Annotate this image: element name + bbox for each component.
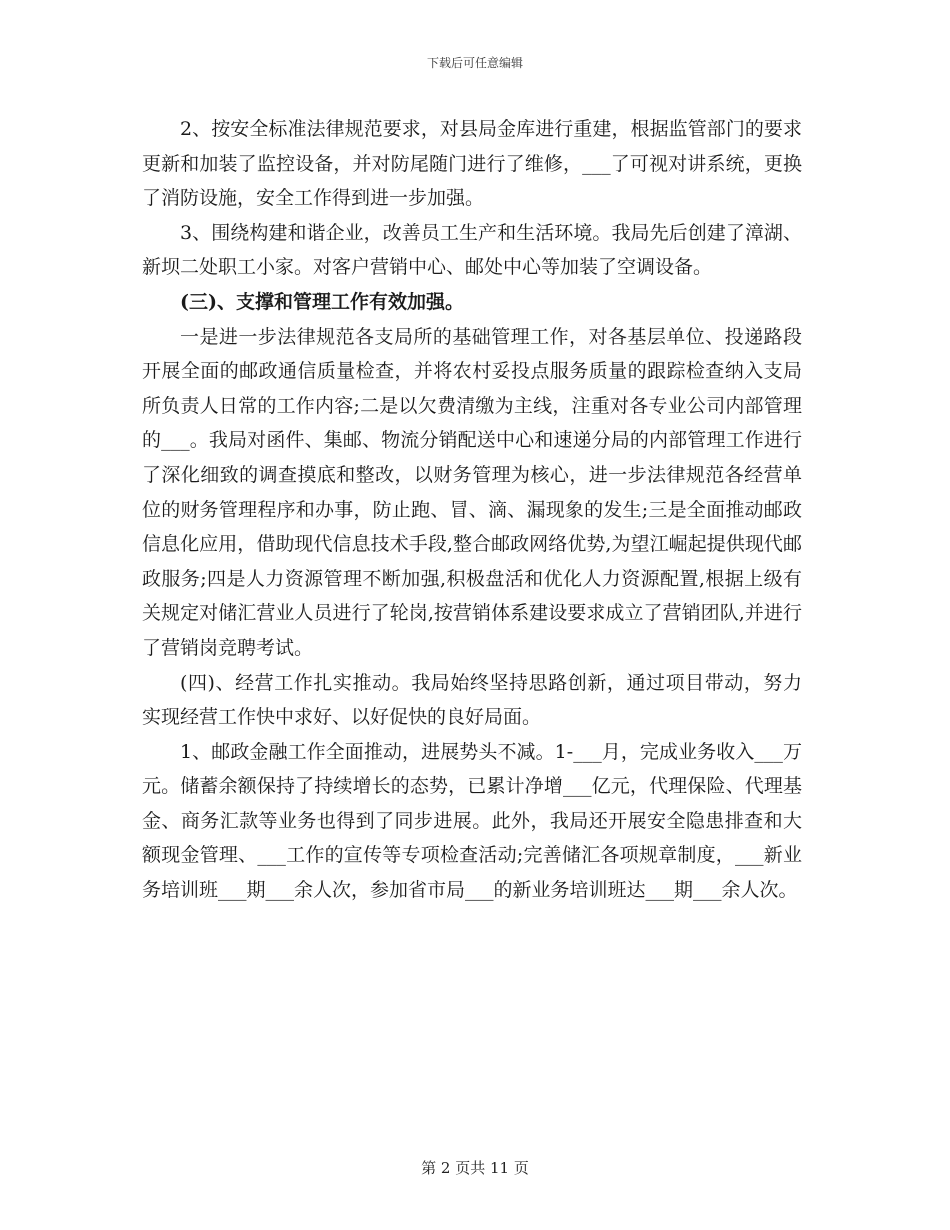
paragraph-item-2: 2、按安全标准法律规范要求，对县局金库进行重建，根据监管部门的要求更新和加装了监控设备，并对防尾随门进行了维修，___了可视对讲系统，更换了消防设施，安全工作得到进一步加强。: [142, 118, 802, 210]
section-heading-4: (四)、经营工作扎实推动。我局始终坚持思路创新，通过项目带动，努力实现经营工作快中求好、以好促快的良好局面。: [142, 671, 802, 729]
paragraph-management: 一是进一步法律规范各支局所的基础管理工作，对各基层单位、投递路段开展全面的邮政通信质量检查，并将农村妥投点服务质量的跟踪检查纳入支局所负责人日常的工作内容;二是以欠费清缴为主线，注重对各专业公司内部管理的___。我局对函件、集邮、物流分销配送中心和速递分局的内部管理工作进行了深化细致的调查摸底和整改，以财务管理为核心，进一步法律规范各经营单位的财务管理程序和办事，防止跑、冒、滴、漏现象的发生;三是全面推动邮政信息化应用，借助现代信息技术手段,整合邮政网络优势,为望江崛起提供现代邮政服务;四是人力资源管理不断加强,积极盘活和优化人力资源配置,根据上级有关规定对储汇营业人员进行了轮岗,按营销体系建设要求成立了营销团队,并进行了营销岗竞聘考试。: [142, 325, 802, 659]
paragraph-finance: 1、邮政金融工作全面推动，进展势头不减。1-___月，完成业务收入___万元。储蓄余额保持了持续增长的态势，已累计净增___亿元，代理保险、代理基金、商务汇款等业务也得到了同步进展。此外，我局还开展安全隐患排查和大额现金管理、___工作的宣传等专项检查活动;完善储汇各项规章制度，___新业务培训班___期___余人次，参加省市局___的新业务培训班达___期___余人次。: [142, 740, 802, 902]
page-footer: 第 2 页共 11 页: [421, 1159, 529, 1177]
section-heading-3: (三)、支撑和管理工作有效加强。: [180, 290, 464, 313]
document-body: [142, 112, 802, 908]
paragraph-item-3: 3、围绕构建和谐企业，改善员工生产和生活环境。我局先后创建了漳湖、新坝二处职工小家。对客户营销中心、邮处中心等加装了空调设备。: [142, 221, 802, 279]
page-header: 下载后可任意编辑: [426, 56, 523, 70]
